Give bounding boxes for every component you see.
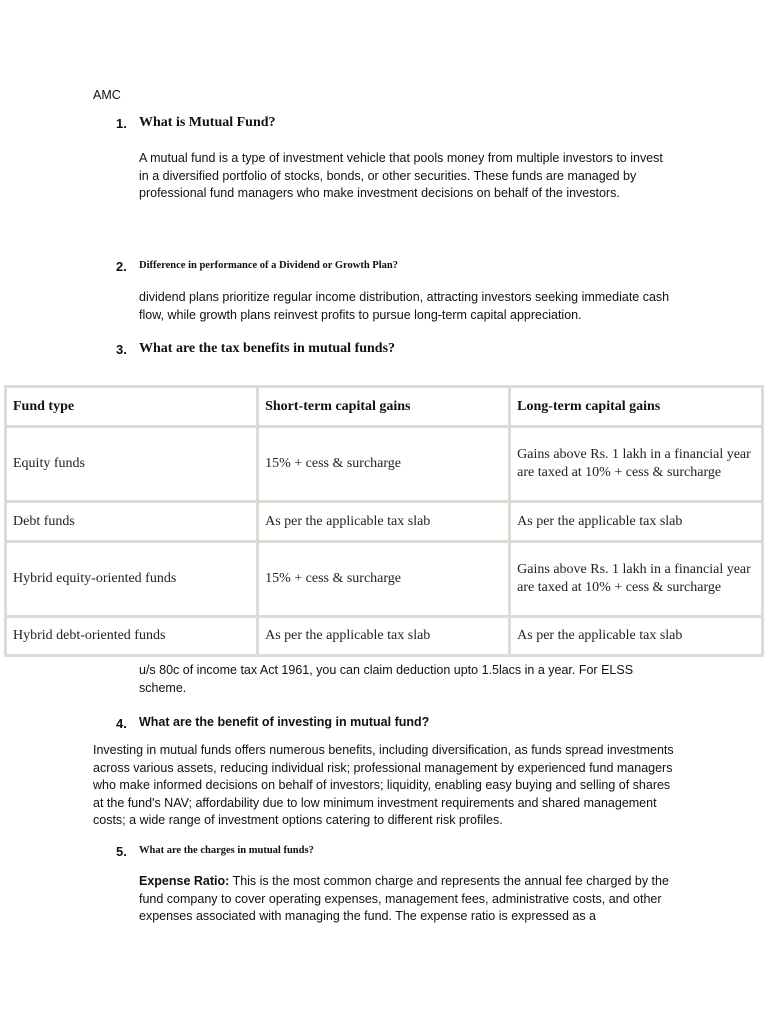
section-3-heading: What are the tax benefits in mutual funds?	[139, 341, 396, 356]
table-cell: Hybrid equity-oriented funds	[7, 543, 256, 615]
table-row	[7, 428, 761, 500]
section-5-body: This is the most common charge and represents the annual fee charged by the fund company to cover operating expenses, management fees, administrative costs, and other expenses associated with managing the fund. The expense ratio is expressed as a	[139, 874, 669, 923]
header-long-term: Long-term capital gains	[511, 388, 761, 425]
table-cell: 15% + cess & surcharge	[259, 543, 508, 615]
section-1-body: A mutual fund is a type of investment vehicle that pools money from multiple investors to invest in a diversified portfolio of stocks, bonds, or other securities. These funds are managed by professional fund managers who make investment decisions on behalf of the investors.	[139, 151, 663, 200]
table-row	[7, 503, 761, 540]
document-label: AMC	[93, 88, 121, 102]
section-2-heading: Difference in performance of a Dividend or Growth Plan?	[139, 260, 398, 271]
header-short-term: Short-term capital gains	[259, 388, 508, 425]
section-5-heading: What are the charges in mutual funds?	[139, 845, 314, 856]
table-cell: Debt funds	[7, 503, 256, 540]
table-cell: Gains above Rs. 1 lakh in a financial year are taxed at 10% + cess & surcharge	[511, 543, 761, 615]
section-5-number: 5.	[116, 844, 127, 859]
section-2-body: dividend plans prioritize regular income distribution, attracting investors seeking immediate cash flow, while growth plans reinvest profits to pursue long-term capital appreciation.	[139, 290, 670, 322]
header-fund-type: Fund type	[7, 388, 256, 425]
table-header-row	[7, 388, 761, 425]
section-4-body: Investing in mutual funds offers numerous benefits, including diversification, as funds spread investments across various assets, reducing individual risk; professional management by experienced fund managers who make informed decisions on behalf of investors; liquidity, enabling easy buying and selling of shares at the fund's NAV; affordability due to low minimum investment requirements and shared management costs; a wide range of investment options catering to different risk profiles.	[93, 743, 674, 827]
table-cell: As per the applicable tax slab	[259, 503, 508, 540]
section-2-number: 2.	[116, 259, 127, 274]
section-1-number: 1.	[116, 116, 127, 131]
table-cell: Gains above Rs. 1 lakh in a financial year are taxed at 10% + cess & surcharge	[511, 428, 761, 500]
section-3-note: u/s 80c of income tax Act 1961, you can claim deduction upto 1.5lacs in a year. For ELSS scheme.	[139, 663, 634, 695]
table-cell: 15% + cess & surcharge	[259, 428, 508, 500]
expense-ratio-term: Expense Ratio:	[139, 874, 230, 888]
table-cell: Equity funds	[7, 428, 256, 500]
section-5-paragraph	[139, 873, 677, 926]
tax-benefits-table	[4, 385, 764, 657]
section-4-number: 4.	[116, 716, 127, 731]
section-1-heading: What is Mutual Fund?	[139, 115, 276, 130]
section-4-heading: What are the benefit of investing in mutual fund?	[139, 715, 430, 729]
table-cell: As per the applicable tax slab	[511, 618, 761, 654]
table-cell: As per the applicable tax slab	[511, 503, 761, 540]
table-cell: As per the applicable tax slab	[259, 618, 508, 654]
table-cell: Hybrid debt-oriented funds	[7, 618, 256, 654]
section-3-number: 3.	[116, 342, 127, 357]
table-row	[7, 618, 761, 654]
table-row	[7, 543, 761, 615]
